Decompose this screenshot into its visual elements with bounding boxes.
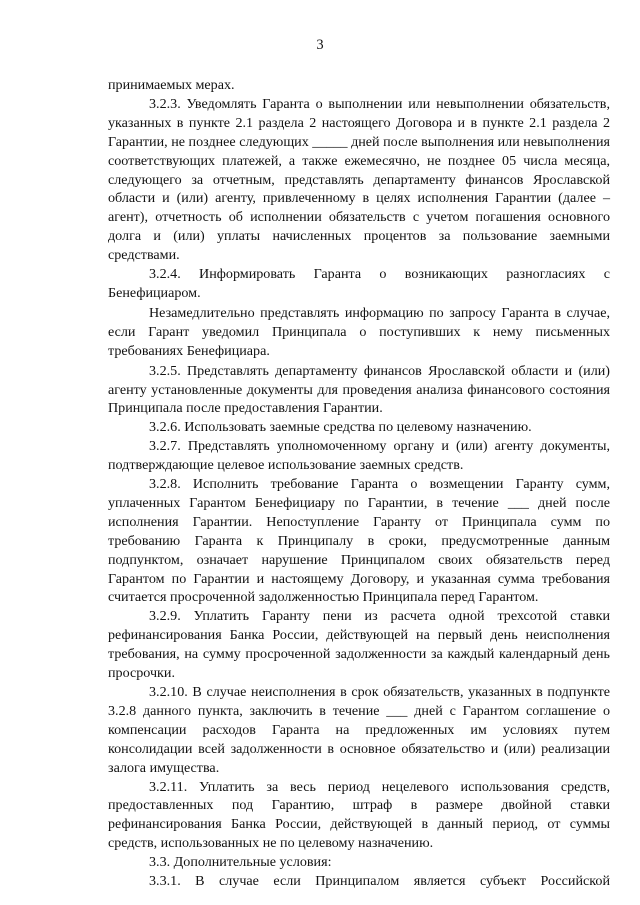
clause-3-2-4: 3.2.4. Информировать Гаранта о возникающих разногласиях с Бенефициаром. [108,266,610,301]
clause-3-2-9: 3.2.9. Уплатить Гаранту пени из расчета одной трехсотой ставки рефинансирования Банка России, действующей на первый день неисполнения требования, на сумму просроченной задолженности за каждый календарный день просрочки. [108,608,610,682]
clause-3-2-10: 3.2.10. В случае неисполнения в срок обязательств, указанных в подпункте 3.2.8 данного пункта, заключить в течение ___ дней с Гарантом соглашение о компенсации расходов Гаранта на предложенных им условиях путем консолидации всей задолженности в основное обязательство и (или) реализации залога имущества. [108,684,610,776]
document-body [108,76,610,891]
clause-3-3-1: 3.3.1. В случае если Принципалом является субъект Российской [149,873,610,890]
clause-3-2-8: 3.2.8. Исполнить требование Гаранта о возмещении Гаранту сумм, уплаченных Гарантом Бенефициару по Гарантии, в течение ___ дней после исполнения Гарантии. Непоступление Гаранту от Принципала сумм по требованию Гаранта к Принципалу в сроки, предусмотренные данным подпунктом, означает нарушение Принципалом своих обязательств перед Гарантом по Гарантии и настоящему Договору, и указанная сумма требования считается просроченной задолженностью Принципала перед Гарантом. [108,476,610,606]
clause-3-2-5: 3.2.5. Представлять департаменту финансов Ярославской области и (или) агенту установленные документы для проведения анализа финансового состояния Принципала после предоставления Гарантии. [108,362,610,417]
clause-3-2-4-addendum: Незамедлительно представлять информацию по запросу Гаранта в случае, если Гарант уведомил Принципала о поступивших к нему письменных требованиях Бенефициара. [108,304,610,359]
clause-3-2-3: 3.2.3. Уведомлять Гаранта о выполнении или невыполнении обязательств, указанных в пункте 2.1 раздела 2 настоящего Договора и в пункте 2.1 раздела 2 Гарантии, не позднее следующих _____ дней после выполнения или невыполнения соответствующих платежей, а также ежемесячно, не позднее 05 числа месяца, следующего за отчетным, представлять департаменту финансов Ярославской области и (или) агенту, привлеченному в целях исполнения Гарантии (далее – агент), отчетность об исполнении обязательств с учетом погашения основного долга и (или) уплаты начисленных процентов за пользование заемными средствами. [108,95,610,264]
paragraph-continuation: принимаемых мерах. [108,77,235,93]
clause-3-2-6: 3.2.6. Использовать заемные средства по целевому назначению. [149,419,532,436]
clause-3-2-11: 3.2.11. Уплатить за весь период нецелевого использования средств, предоставленных под Гарантию, штраф в размере двойной ставки рефинансирования Банка России, действующей в данный период, от суммы средств, использованных не по целевому назначению. [108,778,610,852]
page-number: 3 [316,37,324,53]
section-3-3-heading: 3.3. Дополнительные условия: [149,854,332,871]
clause-3-2-7: 3.2.7. Представлять уполномоченному органу и (или) агенту документы, подтверждающие целевое использование заемных средств. [108,438,610,474]
